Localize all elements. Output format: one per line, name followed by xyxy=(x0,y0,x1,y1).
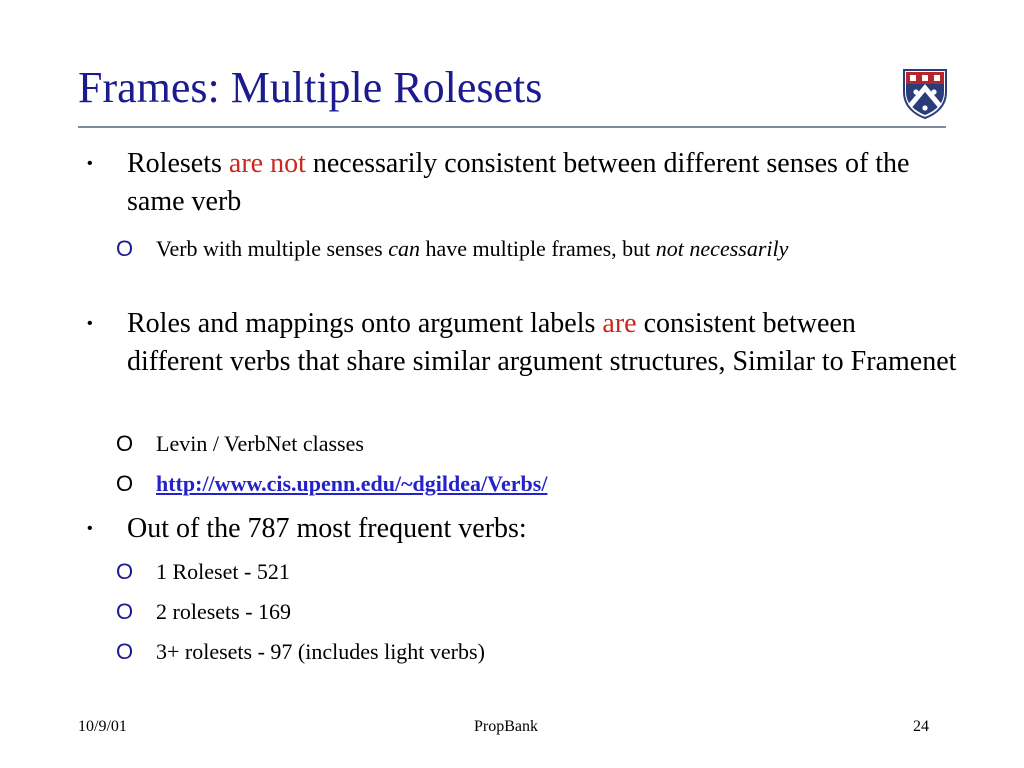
bullet-2-sub-1 xyxy=(116,428,936,460)
bullet-3-sub-3 xyxy=(116,636,936,668)
sub-text: 2 rolesets - 169 xyxy=(156,599,292,624)
bullet-3-sub-2 xyxy=(116,596,936,628)
sub-bullet-marker: O xyxy=(116,471,134,496)
verbs-link[interactable]: http://www.cis.upenn.edu/~dgildea/Verbs/ xyxy=(156,471,548,496)
sub-text-italic-not-necessarily: not necessarily xyxy=(655,236,789,261)
title-divider xyxy=(78,126,946,128)
bullet-3-sub-1 xyxy=(116,556,936,588)
sub-text-a: Verb with multiple senses xyxy=(156,236,389,261)
footer-date: 10/9/01 xyxy=(78,718,127,735)
sub-text-italic-can: can xyxy=(388,236,420,261)
sub-text-c: have multiple frames, but xyxy=(419,236,656,261)
bullet-1-text-end: necessarily consistent between different senses of the same verb xyxy=(127,148,910,217)
bullet-dot: • xyxy=(87,520,93,537)
bullet-1-emphasis: are not xyxy=(228,148,306,179)
bullet-2-text-start: Roles and mappings onto argument labels xyxy=(127,308,603,339)
sub-text: 1 Roleset - 521 xyxy=(156,559,290,584)
bullet-dot: • xyxy=(87,155,93,172)
sub-text: Levin / VerbNet classes xyxy=(156,431,364,456)
sub-bullet-marker: O xyxy=(116,559,134,584)
bullet-3-text: Out of the 787 most frequent verbs: xyxy=(127,513,527,544)
sub-bullet-marker: O xyxy=(116,431,134,456)
bullet-dot: • xyxy=(87,315,93,332)
bullet-3 xyxy=(87,510,957,548)
sub-text: 3+ rolesets - 97 (includes light verbs) xyxy=(156,639,485,664)
bullet-1-sub-1 xyxy=(116,233,936,265)
bullet-2-sub-2 xyxy=(116,468,936,500)
bullet-1 xyxy=(87,145,957,221)
sub-bullet-marker: O xyxy=(116,599,134,624)
bullet-2-text-end: consistent between different verbs that share similar argument structures, Similar to Framenet xyxy=(127,308,957,377)
university-shield-logo-icon xyxy=(902,68,948,120)
sub-bullet-marker: O xyxy=(116,236,134,261)
footer-page-number: 24 xyxy=(913,718,929,735)
bullet-2-emphasis: are xyxy=(602,308,637,339)
bullet-1-text-start: Rolesets xyxy=(127,148,229,179)
sub-bullet-marker: O xyxy=(116,639,134,664)
footer-title: PropBank xyxy=(474,718,538,735)
slide-title: Frames: Multiple Rolesets xyxy=(78,63,543,112)
bullet-2 xyxy=(87,305,957,381)
